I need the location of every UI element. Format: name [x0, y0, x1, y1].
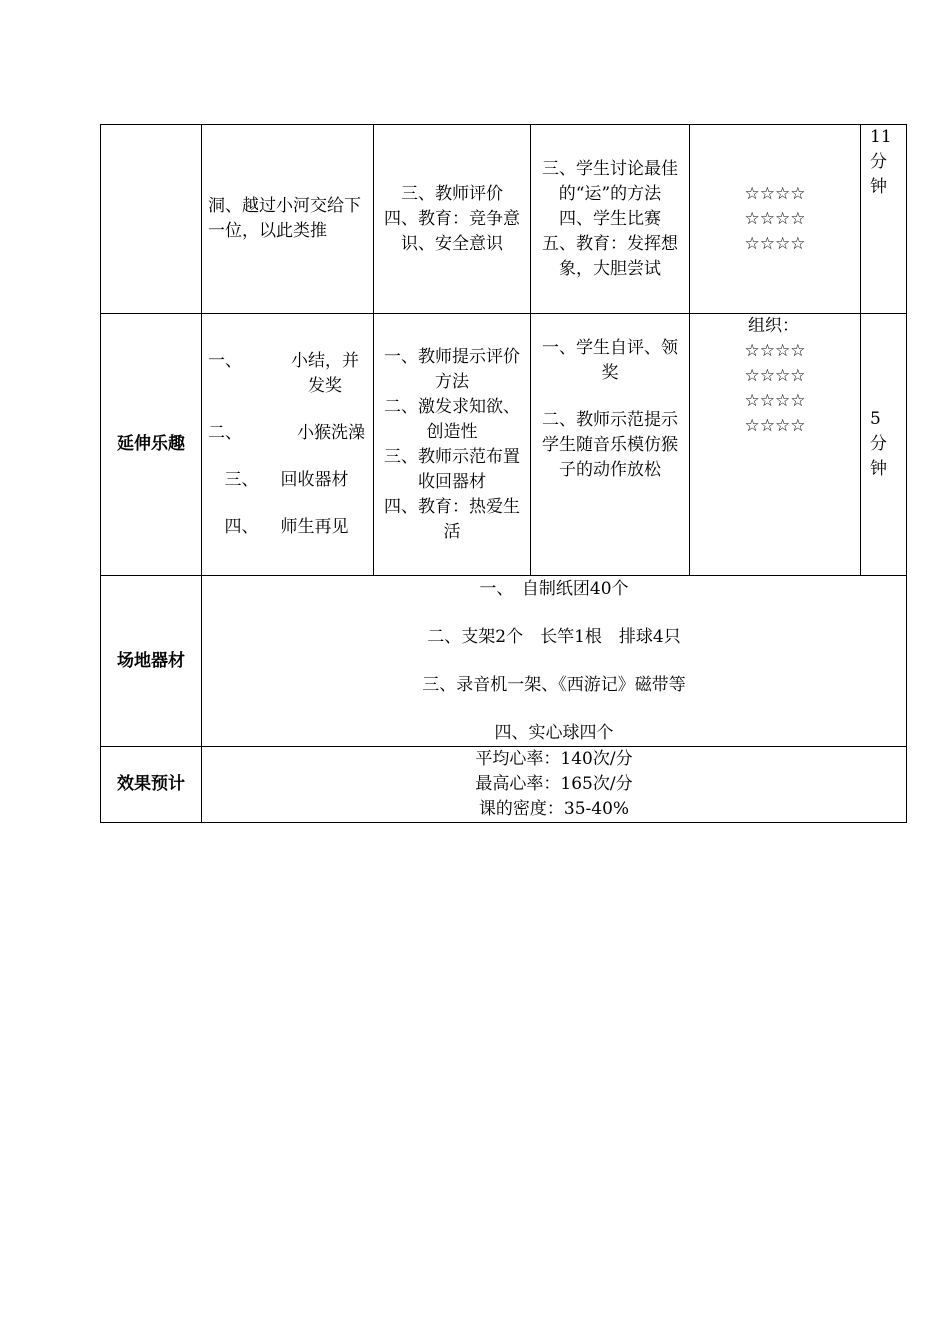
- teacher-item: 二、激发求知欲、创造性: [384, 396, 520, 442]
- list-item: [208, 421, 367, 446]
- list-item: [208, 349, 367, 399]
- time-unit: 分: [870, 152, 887, 172]
- student-item: 一、学生自评、领奖: [542, 338, 678, 383]
- formation-stars: ☆☆☆☆: [744, 341, 806, 361]
- item-text: 师生再见: [280, 517, 349, 537]
- teacher-item: 三、教师评价: [401, 183, 503, 204]
- content-cell: [202, 314, 374, 576]
- formation-stars: ☆☆☆☆: [744, 416, 806, 436]
- section-cell-empty: [101, 125, 202, 314]
- item-text: 回收器材: [280, 470, 349, 490]
- lesson-plan-table: [100, 124, 907, 823]
- table-row-extend: [101, 314, 907, 576]
- teacher-item: 四、教育：热爱生活: [384, 496, 520, 542]
- item-number: 一、: [208, 351, 242, 371]
- item-number: 三、: [224, 470, 259, 490]
- content-text: 洞、越过小河交给下一位，以此类推: [208, 196, 361, 241]
- student-cell: [531, 125, 690, 314]
- table-row-equipment: [101, 576, 907, 747]
- table-row-effect: [101, 747, 907, 823]
- organization-cell: [690, 314, 861, 576]
- effect-item: 平均心率：140次/分: [475, 749, 633, 769]
- teacher-item: 四、教育：竞争意识、安全意识: [384, 208, 520, 254]
- section-label-effect: 效果预计: [101, 747, 202, 823]
- equipment-item: 四、实心球四个: [494, 723, 614, 743]
- list-item: [208, 515, 367, 540]
- teacher-item: 三、教师示范布置收回器材: [384, 446, 520, 492]
- time-value: 5: [870, 409, 881, 429]
- teacher-cell: [374, 125, 531, 314]
- time-unit: 钟: [870, 459, 887, 479]
- effect-item: 最高心率：165次/分: [475, 774, 633, 794]
- time-cell: [861, 125, 907, 314]
- time-unit: 钟: [870, 177, 887, 197]
- formation-stars: ☆☆☆☆: [744, 391, 806, 411]
- time-value: 11: [870, 127, 892, 147]
- list-item: [208, 468, 367, 493]
- item-text: 小结，并发奖: [291, 351, 359, 396]
- student-item: 二、教师示范提示学生随音乐模仿猴子的动作放松: [542, 410, 678, 480]
- student-item: 四、学生比赛: [559, 208, 661, 229]
- organization-cell: [690, 125, 861, 314]
- equipment-item: 二、支架2个 长竿1根 排球4只: [427, 627, 681, 647]
- effect-cell: [202, 747, 907, 823]
- item-number: 四、: [224, 517, 259, 537]
- student-item: 五、教育：发挥想象，大胆尝试: [542, 233, 678, 279]
- equipment-item: 三、录音机一架、《西游记》磁带等: [422, 675, 686, 695]
- student-cell: [531, 314, 690, 576]
- formation-stars: ☆☆☆☆: [744, 366, 806, 386]
- equipment-cell: [202, 576, 907, 747]
- student-item: 三、学生讨论最佳的“运”的方法: [542, 158, 678, 204]
- content-cell: [202, 125, 374, 314]
- teacher-cell: [374, 314, 531, 576]
- section-label-equipment: 场地器材: [101, 576, 202, 747]
- formation-stars: ☆☆☆☆: [744, 183, 806, 204]
- teacher-item: 一、教师提示评价方法: [384, 346, 520, 392]
- item-text: 小猴洗澡: [297, 423, 365, 443]
- equipment-item: 一、 自制纸团40个: [479, 579, 629, 599]
- formation-stars: ☆☆☆☆: [744, 208, 806, 229]
- table-row-continue: [101, 125, 907, 314]
- time-cell: [861, 314, 907, 576]
- section-label-extend: 延伸乐趣: [101, 314, 202, 576]
- formation-stars: ☆☆☆☆: [744, 233, 806, 254]
- item-number: 二、: [208, 423, 242, 443]
- effect-item: 课的密度：35-40%: [478, 799, 630, 819]
- organization-label: 组织：: [748, 316, 799, 336]
- time-unit: 分: [870, 434, 887, 454]
